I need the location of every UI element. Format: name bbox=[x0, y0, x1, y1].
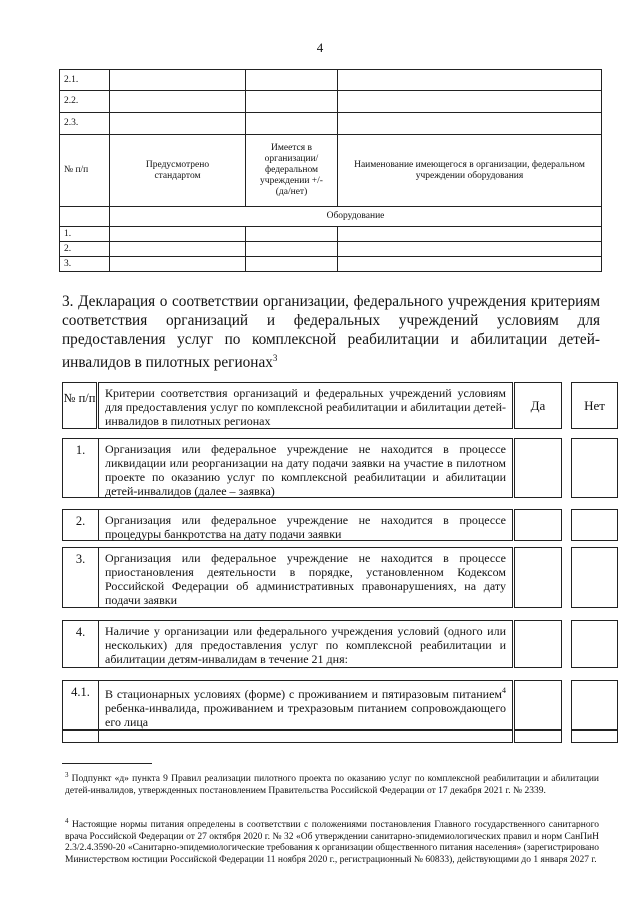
no-checkbox[interactable] bbox=[571, 547, 618, 608]
footnote-divider bbox=[62, 763, 152, 764]
row-number: 3. bbox=[60, 257, 110, 272]
yes-checkbox[interactable] bbox=[514, 438, 562, 498]
page-number: 4 bbox=[316, 40, 324, 55]
no-checkbox[interactable] bbox=[571, 438, 618, 498]
section-label: Оборудование bbox=[110, 207, 602, 227]
criterion-text: Организация или федеральное учреждение не находится в процессе процедуры банкротства на дату подачи заявки bbox=[98, 509, 513, 541]
table-row bbox=[60, 242, 602, 257]
table-row bbox=[60, 91, 602, 113]
header-number: № п/п bbox=[62, 382, 97, 429]
col-header-number: № п/п bbox=[60, 135, 110, 207]
criterion-number: 2. bbox=[75, 514, 86, 528]
header-no: Нет bbox=[571, 382, 618, 429]
footnote-4: $^4$ Настоящие нормы питания определены в соответствии с положениями постановления Главного государственного санитарного врача Российской Федерации от 27 октября 2020 г. № 32 «Об утверждении санитарно-эпидемиологических правил и норм СанПиН 2.3/2.4.3590-20 «Санитарно-эпидемиологические требования к организации общественного питания населения» (зарегистрировано Министерством юстиции Российской Федерации 11 ноября 2020 г., регистрационный № 60833), действующими до 1 января 2027 г. bbox=[65, 817, 599, 865]
table-row bbox=[60, 113, 602, 135]
no-checkbox[interactable] bbox=[571, 620, 618, 668]
table-row bbox=[60, 70, 602, 91]
table-row bbox=[60, 227, 602, 242]
row-number: 2.2. bbox=[60, 91, 110, 113]
header-criteria: Критерии соответствия организаций и федеральных учреждений условиям для предоставления услуг по комплексной реабилитации и абилитации детей-инвалидов в пилотных регионах bbox=[98, 382, 513, 429]
criterion-number: 3. bbox=[75, 552, 86, 566]
yes-checkbox[interactable] bbox=[514, 547, 562, 608]
criterion-text: Организация или федеральное учреждение не находится в процессе ликвидации или реорганизации на дату подачи заявки на участие в пилотном проекте по оказанию услуг по комплексной реабилитации и абилитации детей-инвалидов (далее – заявка) bbox=[98, 438, 513, 498]
criterion-text: В стационарных условиях (форме) с проживанием и пятиразовым питанием$^4$ ребенка-инвалида, проживанием и трехразовым питанием сопровождающего его лица bbox=[98, 680, 513, 730]
row-number: 1. bbox=[60, 227, 110, 242]
footnote-3: $^3$ Подпункт «д» пункта 9 Правил реализации пилотного проекта по оказанию услуг по комплексной реабилитации и абилитации детей-инвалидов, утвержденных постановлением Правительства Российской Федерации от 17 декабря 2021 г. № 2339. bbox=[65, 771, 599, 796]
yes-checkbox[interactable] bbox=[514, 509, 562, 541]
criterion-number: 4. bbox=[75, 625, 86, 639]
table-header-row bbox=[60, 135, 602, 207]
yes-checkbox[interactable] bbox=[514, 680, 562, 730]
equipment-table bbox=[59, 69, 602, 272]
yes-checkbox[interactable] bbox=[514, 620, 562, 668]
table-section-row bbox=[60, 207, 602, 227]
footnote-ref: 3 bbox=[272, 353, 278, 363]
header-yes: Да bbox=[514, 382, 562, 429]
col-header-equipment-name: Наименование имеющегося в организации, федеральном учреждении оборудования bbox=[338, 135, 602, 207]
criterion-text: Организация или федеральное учреждение не находится в процессе приостановления деятельности в порядке, установленном Кодексом Российской Федерации об административных правонарушениях, на дату подачи заявки bbox=[98, 547, 513, 608]
no-checkbox[interactable] bbox=[571, 509, 618, 541]
col-header-standard: Предусмотрено стандартом bbox=[110, 135, 246, 207]
col-header-available: Имеется в организации/ федеральном учреждении +/- (да/нет) bbox=[246, 135, 338, 207]
criterion-text: Наличие у организации или федерального учреждения условий (одного или нескольких) для предоставления услуг по комплексной реабилитации и абилитации детям-инвалидам в течение 21 дня: bbox=[98, 620, 513, 668]
criterion-number: 1. bbox=[75, 443, 86, 457]
footnote-ref: 4 bbox=[502, 686, 506, 695]
no-checkbox[interactable] bbox=[571, 680, 618, 730]
row-number: 2. bbox=[60, 242, 110, 257]
section-heading: 3. Декларация о соответствии организации, федерального учреждения критериям соответствия организаций и федеральных учреждений условиям для предоставления услуг по комплексной реабилитации и абилитации детей-инвалидов в пилотных регионах$^3$ bbox=[62, 293, 600, 372]
criterion-number: 4.1. bbox=[71, 685, 90, 699]
row-number: 2.1. bbox=[60, 70, 110, 91]
table-row bbox=[60, 257, 602, 272]
row-number: 2.3. bbox=[60, 113, 110, 135]
